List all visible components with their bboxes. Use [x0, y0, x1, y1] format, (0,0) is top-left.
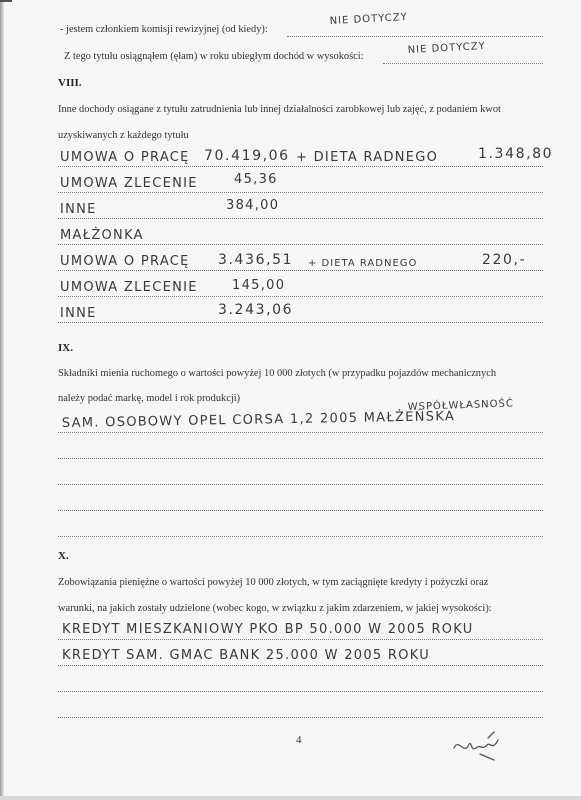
income-answer-line [383, 63, 543, 64]
s10-row2: KREDYT SAM. GMAC BANK 25.000 W 2005 ROKU [62, 648, 431, 663]
s8-row5-extra: + DIETA RADNEGO [308, 258, 418, 269]
s9-line-5 [58, 536, 543, 537]
s8-line-7 [58, 322, 543, 323]
s8-row3-amount: 384,00 [226, 198, 280, 213]
committee-answer: NIE DOTYCZY [329, 11, 409, 27]
s9-line-4 [58, 510, 543, 511]
income-label: Z tego tytułu osiągnąłem (ęłam) w roku ubiegłym dochód w wysokości: [64, 51, 364, 62]
scan-corner-mark [0, 0, 12, 2]
s8-line-2 [58, 192, 543, 193]
s8-row1-amount: 70.419,06 [204, 148, 290, 164]
s8-line-6 [58, 296, 543, 297]
s8-row5-extra-amount: 220,- [482, 252, 527, 268]
s8-line-5 [58, 270, 543, 271]
section-10-text-line2: warunki, na jakich zostały udzielone (wobec kogo, w związku z jakim zdarzeniem, w jakiej wysokości): [58, 603, 492, 614]
section-9-number: IX. [58, 342, 73, 354]
s8-row6-amount: 145,00 [232, 278, 286, 293]
s9-line-1 [58, 432, 543, 433]
s8-line-4 [58, 244, 543, 245]
s8-row7-type: INNE [60, 306, 97, 321]
s8-row7-amount: 3.243,06 [218, 302, 294, 318]
s9-entry: SAM. OSOBOWY OPEL CORSA 1,2 2005 MAŁŻEŃSKA [61, 409, 456, 431]
scan-bottom-edge [0, 796, 581, 800]
s9-co-ownership-note: WSPÓŁWŁASNOŚĆ [407, 398, 515, 413]
committee-label: - jestem członkiem komisji rewizyjnej (od kiedy): [60, 24, 268, 35]
s8-row3-type: INNE [60, 202, 97, 217]
s8-line-3 [58, 218, 543, 219]
s10-line-3 [58, 691, 543, 692]
s8-line-1 [58, 166, 543, 167]
committee-answer-line [287, 36, 543, 37]
signature-mark [450, 726, 510, 762]
s8-row1-extra: + DIETA RADNEGO [296, 150, 439, 165]
section-8-number: VIII. [58, 77, 82, 89]
section-9-text-line1: Składniki mienia ruchomego o wartości powyżej 10 000 złotych (w przypadku pojazdów mechanicznych [58, 368, 497, 379]
income-answer: NIE DOTYCZY [407, 40, 487, 56]
section-10-number: X. [58, 550, 69, 562]
scan-left-edge [0, 0, 4, 800]
s8-row1-extra-amount: 1.348,80 [478, 146, 554, 162]
s10-line-4 [58, 717, 543, 718]
s8-row5-amount: 3.436,51 [218, 252, 294, 268]
page-number: 4 [296, 734, 302, 746]
section-8-text-line1: Inne dochody osiągane z tytułu zatrudnienia lub innej działalności zarobkowej lub zajęć, z podaniem kwot [58, 104, 501, 115]
s8-row2-amount: 45,36 [234, 172, 278, 187]
section-9-text-line2: należy podać markę, model i rok produkcji) [58, 393, 241, 404]
s9-line-3 [58, 484, 543, 485]
section-8-text-line2: uzyskiwanych z każdego tytułu [58, 130, 189, 141]
s8-row5-type: UMOWA O PRACĘ [60, 254, 190, 269]
s10-line-1 [58, 639, 543, 640]
s8-row4-type: MAŁŻONKA [60, 228, 144, 243]
s8-row1-type: UMOWA O PRACĘ [60, 150, 190, 165]
s8-row2-type: UMOWA ZLECENIE [60, 176, 198, 191]
s10-line-2 [58, 665, 543, 666]
s9-line-2 [58, 458, 543, 459]
s8-row6-type: UMOWA ZLECENIE [60, 280, 198, 295]
s10-row1: KREDYT MIESZKANIOWY PKO BP 50.000 W 2005 ROKU [62, 622, 474, 637]
section-10-text-line1: Zobowiązania pieniężne o wartości powyżej 10 000 złotych, w tym zaciągnięte kredyty i pożyczki oraz [58, 577, 489, 588]
